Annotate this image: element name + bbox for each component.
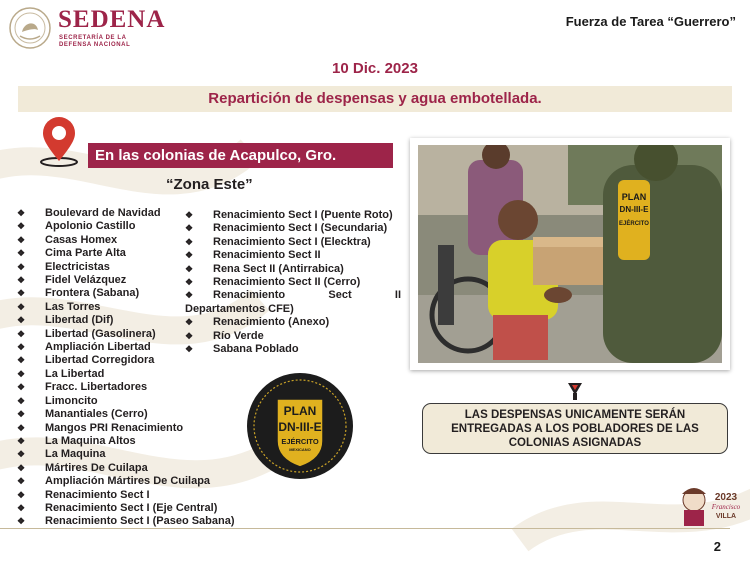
notice-box: LAS DESPENSAS UNICAMENTE SERÁN ENTREGADAS A LOS POBLADORES DE LAS COLONIAS ASIGNADAS bbox=[422, 403, 728, 454]
list-item-label: Apolonio Castillo bbox=[45, 220, 136, 233]
page-number: 2 bbox=[713, 539, 721, 554]
brand-subtitle bbox=[59, 35, 130, 49]
brand-name: SEDENA bbox=[58, 6, 166, 33]
list-item bbox=[17, 489, 235, 502]
list-item-label: Electricistas bbox=[45, 260, 110, 273]
diamond-bullet-icon: ❖ bbox=[17, 449, 26, 460]
list-item-label: Renacimiento Sect I (Eje Central) bbox=[45, 501, 218, 514]
list-item-label: Sabana Poblado bbox=[213, 343, 299, 356]
diamond-bullet-icon: ❖ bbox=[17, 409, 26, 420]
diamond-bullet-icon: ❖ bbox=[17, 288, 26, 299]
list-item bbox=[17, 462, 235, 475]
diamond-bullet-icon: ❖ bbox=[185, 263, 194, 274]
list-item-label: Ampliación Mártires De Cuilapa bbox=[45, 475, 211, 488]
list-item bbox=[17, 408, 235, 421]
coat-of-arms-logo bbox=[8, 6, 52, 50]
diamond-bullet-icon: ❖ bbox=[185, 236, 194, 247]
diamond-bullet-icon: ❖ bbox=[17, 261, 26, 272]
list-item-label: Libertad Corregidora bbox=[45, 354, 155, 367]
list-item-label: Ampliación Libertad bbox=[45, 341, 151, 354]
diamond-bullet-icon: ❖ bbox=[17, 328, 26, 339]
diamond-bullet-icon: ❖ bbox=[17, 382, 26, 393]
list-item bbox=[17, 368, 235, 381]
list-item-label: Renacimiento (Anexo) bbox=[213, 316, 330, 329]
list-item-label: Libertad (Dif) bbox=[45, 314, 114, 327]
diamond-bullet-icon: ❖ bbox=[185, 344, 194, 355]
list-item bbox=[17, 515, 235, 528]
arrow-down-icon bbox=[566, 381, 584, 401]
badge-line3: EJÉRCITO bbox=[281, 437, 319, 446]
diamond-bullet-icon: ❖ bbox=[17, 435, 26, 446]
list-item bbox=[185, 236, 401, 249]
list-item bbox=[17, 381, 235, 394]
diamond-bullet-icon: ❖ bbox=[17, 502, 26, 513]
diamond-bullet-icon: ❖ bbox=[17, 342, 26, 353]
list-item bbox=[185, 343, 401, 356]
colonies-list-right bbox=[185, 209, 401, 356]
list-item-label: Renacimiento Sect I (Paseo Sabana) bbox=[45, 515, 235, 528]
list-item-label: Boulevard de Navidad bbox=[45, 207, 161, 219]
vest-text-line3: EJÉRCITO bbox=[619, 221, 649, 227]
diamond-bullet-icon: ❖ bbox=[17, 221, 26, 232]
vest-text-line1: PLAN bbox=[621, 192, 647, 202]
list-item-label: Mangos PRI Renacimiento bbox=[45, 421, 184, 434]
aid-delivery-photo bbox=[418, 145, 722, 363]
diamond-bullet-icon: ❖ bbox=[17, 368, 26, 379]
list-item bbox=[185, 316, 401, 329]
task-force-title: Fuerza de Tarea “Guerrero” bbox=[565, 14, 736, 29]
list-item-label: La Maquina bbox=[45, 448, 106, 461]
list-item bbox=[17, 395, 235, 408]
diamond-bullet-icon: ❖ bbox=[17, 355, 26, 366]
report-date: 10 Dic. 2023 bbox=[332, 60, 418, 77]
list-item bbox=[185, 263, 401, 276]
diamond-bullet-icon: ❖ bbox=[17, 234, 26, 245]
diamond-bullet-icon: ❖ bbox=[17, 275, 26, 286]
location-pin-icon bbox=[38, 117, 80, 167]
badge-line1: PLAN bbox=[283, 404, 317, 418]
list-item-label: Renacimiento Sect II (Cerro) bbox=[213, 276, 361, 289]
list-item bbox=[17, 475, 235, 488]
francisco-villa-2023-logo bbox=[676, 480, 746, 528]
diamond-bullet-icon: ❖ bbox=[185, 290, 194, 301]
list-item bbox=[185, 330, 401, 343]
diamond-bullet-icon: ❖ bbox=[185, 277, 194, 288]
villa-year: 2023 bbox=[714, 492, 738, 503]
diamond-bullet-icon: ❖ bbox=[17, 208, 26, 218]
villa-name: Francisco bbox=[711, 503, 741, 511]
list-item-label: Fidel Velázquez bbox=[45, 274, 127, 287]
list-item bbox=[17, 435, 235, 448]
vest-text-line2: DN-III-E bbox=[619, 205, 649, 214]
villa-surname: VILLA bbox=[715, 513, 737, 520]
list-item-label: Cima Parte Alta bbox=[45, 247, 126, 260]
badge-line4: MEXICANO bbox=[289, 447, 311, 452]
list-item bbox=[17, 422, 235, 435]
plan-dn-iii-e-badge bbox=[245, 371, 355, 481]
photo-frame bbox=[410, 138, 730, 370]
diamond-bullet-icon: ❖ bbox=[17, 516, 26, 527]
diamond-bullet-icon: ❖ bbox=[17, 301, 26, 312]
list-item-label: Renacimiento Sect I (Secundaria) bbox=[213, 222, 388, 235]
diamond-bullet-icon: ❖ bbox=[17, 462, 26, 473]
diamond-bullet-icon: ❖ bbox=[185, 317, 194, 328]
list-item-label: Renacimiento Sect II bbox=[213, 249, 321, 262]
list-item bbox=[17, 502, 235, 515]
list-item bbox=[185, 249, 401, 262]
list-item-label: Rena Sect II (Antirrabica) bbox=[213, 262, 344, 275]
list-item-label: Libertad (Gasolinera) bbox=[45, 327, 156, 340]
list-item bbox=[17, 354, 235, 367]
brand-subtitle-line2: DEFENSA NACIONAL bbox=[59, 42, 131, 48]
list-item bbox=[17, 448, 235, 461]
location-label: En las colonias de Acapulco, Gro. bbox=[88, 143, 393, 168]
list-item-label: Limoncito bbox=[45, 394, 98, 407]
list-item-label: Fracc. Libertadores bbox=[45, 381, 148, 394]
list-item-label: Mártires De Cuilapa bbox=[45, 461, 148, 474]
list-item-label: La Maquina Altos bbox=[45, 434, 136, 447]
list-item-label: Renacimiento Sect I (Puente Roto) bbox=[213, 209, 393, 221]
list-item-label: La Libertad bbox=[45, 367, 105, 380]
diamond-bullet-icon: ❖ bbox=[17, 248, 26, 259]
diamond-bullet-icon: ❖ bbox=[185, 330, 194, 341]
list-item-continuation bbox=[185, 303, 401, 316]
list-item-label: Río Verde bbox=[213, 329, 264, 342]
list-item-label: Departamentos CFE) bbox=[185, 302, 294, 315]
diamond-bullet-icon: ❖ bbox=[185, 250, 194, 261]
diamond-bullet-icon: ❖ bbox=[17, 395, 26, 406]
diamond-bullet-icon: ❖ bbox=[185, 210, 194, 220]
diamond-bullet-icon: ❖ bbox=[17, 315, 26, 326]
list-item bbox=[185, 222, 401, 235]
footer-divider bbox=[0, 528, 730, 529]
page-title: Repartición de despensas y agua embotellada. bbox=[18, 86, 732, 112]
diamond-bullet-icon: ❖ bbox=[185, 223, 194, 234]
list-item-label: Renacimiento Sect II bbox=[213, 289, 401, 302]
list-item-label: Renacimiento Sect I bbox=[45, 488, 150, 501]
list-item-label: Frontera (Sabana) bbox=[45, 287, 140, 300]
list-item bbox=[185, 276, 401, 289]
brand-subtitle-line1: SECRETARÍA DE LA bbox=[59, 35, 127, 41]
zone-label: “Zona Este” bbox=[166, 176, 253, 193]
list-item-label: Las Torres bbox=[45, 300, 101, 313]
badge-line2: DN-III-E bbox=[278, 420, 322, 434]
list-item bbox=[185, 209, 401, 222]
list-item-label: Casas Homex bbox=[45, 233, 118, 246]
diamond-bullet-icon: ❖ bbox=[17, 489, 26, 500]
list-item bbox=[185, 289, 401, 302]
list-item-label: Renacimiento Sect I (Elecktra) bbox=[213, 235, 371, 248]
list-item-label: Manantiales (Cerro) bbox=[45, 408, 148, 421]
diamond-bullet-icon: ❖ bbox=[17, 422, 26, 433]
diamond-bullet-icon: ❖ bbox=[17, 476, 26, 487]
